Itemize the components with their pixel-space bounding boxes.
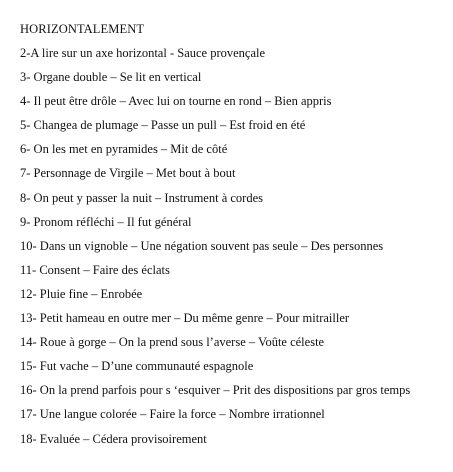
clue-line: 8- On peut y passer la nuit – Instrument à cordes bbox=[20, 190, 263, 205]
clue-line: 18- Evaluée – Cédera provisoirement bbox=[20, 431, 207, 446]
clue-line: 5- Changea de plumage – Passe un pull – Est froid en été bbox=[20, 118, 306, 133]
clue-line: 2-A lire sur un axe horizontal - Sauce provençale bbox=[20, 46, 266, 60]
clue-line: 16- On la prend parfois pour s ‘esquiver – Prit des dispositions par gros temps bbox=[20, 383, 411, 398]
clue-line: 10- Dans un vignoble – Une négation souvent pas seule – Des personnes bbox=[20, 238, 384, 253]
clue-line: 13- Petit hameau en outre mer – Du même genre – Pour mitrailler bbox=[20, 311, 350, 326]
section-heading: HORIZONTALEMENT bbox=[20, 22, 145, 36]
clue-line: 17- Une langue colorée – Faire la force – Nombre irrationnel bbox=[20, 407, 325, 422]
clue-line: 11- Consent – Faire des éclats bbox=[20, 262, 170, 277]
clue-line: 4- Il peut être drôle – Avec lui on tourne en rond – Bien appris bbox=[20, 94, 332, 109]
clue-line: 15- Fut vache – D’une communauté espagnole bbox=[20, 359, 254, 374]
clue-line: 3- Organe double – Se lit en vertical bbox=[20, 70, 202, 85]
clue-list bbox=[20, 45, 410, 455]
clue-line: 12- Pluie fine – Enrobée bbox=[20, 286, 143, 301]
clue-line: 9- Pronom réfléchi – Il fut général bbox=[20, 214, 192, 229]
clue-line: 7- Personnage de Virgile – Met bout à bout bbox=[20, 166, 236, 181]
clue-line: 6- On les met en pyramides – Mit de côté bbox=[20, 142, 228, 157]
clue-line: 14- Roue à gorge – On la prend sous l’averse – Voûte céleste bbox=[20, 335, 325, 350]
